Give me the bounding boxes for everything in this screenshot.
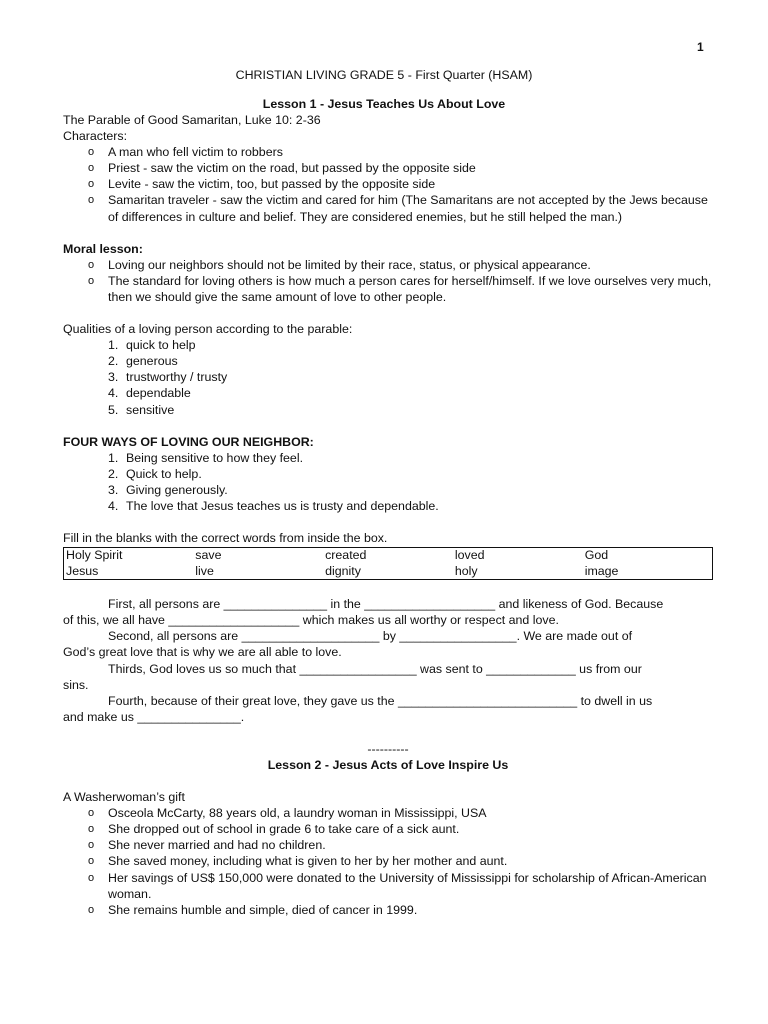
qualities-label: Qualities of a loving person according to the parable: (63, 322, 353, 337)
table-row (64, 564, 713, 580)
moral-list (63, 257, 713, 305)
qualities-list (63, 337, 713, 417)
list-item: 1. Being sensitive to how they feel. (108, 450, 304, 465)
list-item: o She saved money, including what is given to her by her mother and aunt. (63, 853, 713, 869)
list-item: 3. Giving generously. (108, 482, 228, 497)
list-item: 5. sensitive (108, 402, 175, 417)
characters-label: Characters: (63, 129, 128, 144)
fill-paragraph: Fourth, because of their great love, they gave us the __________________________ to dwell in us and make us _______________. (63, 693, 653, 724)
moral-label: Moral lesson: (63, 241, 143, 256)
list-item: o The standard for loving others is how much a person cares for herself/himself. If we love ourselves very much, then we should give the same amount of love to other people. (63, 273, 713, 305)
fill-instructions: Fill in the blanks with the correct words from inside the box. (63, 531, 388, 546)
lesson2-list (63, 805, 713, 918)
list-item: 1. quick to help (108, 338, 196, 353)
table-row (64, 548, 713, 564)
story-title: A Washerwoman’s gift (63, 790, 185, 805)
word-cell: Holy Spirit (66, 548, 123, 563)
fill-paragraph: Second, all persons are ____________________ by _________________. We are made out of God’s great love that is why we are all able to love. (63, 629, 633, 660)
word-cell: save (195, 548, 222, 563)
document-title: CHRISTIAN LIVING GRADE 5 - First Quarter (HSAM) (235, 68, 533, 82)
four-ways-list (63, 450, 713, 514)
word-cell: loved (454, 548, 485, 563)
list-item: o Priest - saw the victim on the road, but passed by the opposite side (63, 160, 713, 176)
document-body (63, 112, 713, 918)
word-box (63, 547, 713, 580)
word-cell: Jesus (66, 563, 99, 578)
word-cell: dignity (325, 563, 361, 578)
list-item: o She remains humble and simple, died of cancer in 1999. (63, 902, 713, 918)
page-number: 1 (697, 40, 704, 54)
word-cell: holy (454, 563, 478, 578)
word-cell: created (325, 548, 367, 563)
four-ways-label: FOUR WAYS OF LOVING OUR NEIGHBOR: (63, 434, 314, 449)
fill-paragraph: First, all persons are _______________ in the ___________________ and likeness of God. Because of this, we all have ___________________ which makes us all worthy or respect and love. (63, 597, 664, 628)
fill-paragraph: Thirds, God loves us so much that _________________ was sent to _____________ us from our sins. (63, 661, 642, 692)
word-cell: live (195, 563, 214, 578)
word-cell: image (584, 563, 619, 578)
lesson1-heading: Lesson 1 - Jesus Teaches Us About Love (262, 97, 506, 111)
list-item: o A man who fell victim to robbers (63, 144, 713, 160)
list-item: o She never married and had no children. (63, 837, 713, 853)
list-item: 2. Quick to help. (108, 466, 202, 481)
list-item: 4. dependable (108, 386, 191, 401)
list-item: o Samaritan traveler - saw the victim and cared for him (The Samaritans are not accepted by the Jews because of differences in culture and belief. They are considered enemies, but he still helped the man.) (63, 192, 713, 224)
word-cell: God (584, 548, 609, 563)
list-item: 4. The love that Jesus teaches us is trusty and dependable. (108, 498, 439, 513)
list-item: o She dropped out of school in grade 6 to take care of a sick aunt. (63, 821, 713, 837)
list-item: o Osceola McCarty, 88 years old, a laundry woman in Mississippi, USA (63, 805, 713, 821)
list-item: o Her savings of US$ 150,000 were donated to the University of Mississippi for scholarship of African-American woman. (63, 870, 713, 902)
characters-list (63, 144, 713, 224)
lesson2-heading: Lesson 2 - Jesus Acts of Love Inspire Us (267, 758, 509, 772)
section-separator: ---------- (367, 741, 409, 756)
list-item: 2. generous (108, 354, 178, 369)
list-item: 3. trustworthy / trusty (108, 370, 228, 385)
list-item: o Loving our neighbors should not be limited by their race, status, or physical appearance. (63, 257, 713, 273)
list-item: o Levite - saw the victim, too, but passed by the opposite side (63, 176, 713, 192)
parable-title: The Parable of Good Samaritan, Luke 10: 2-36 (63, 113, 321, 127)
